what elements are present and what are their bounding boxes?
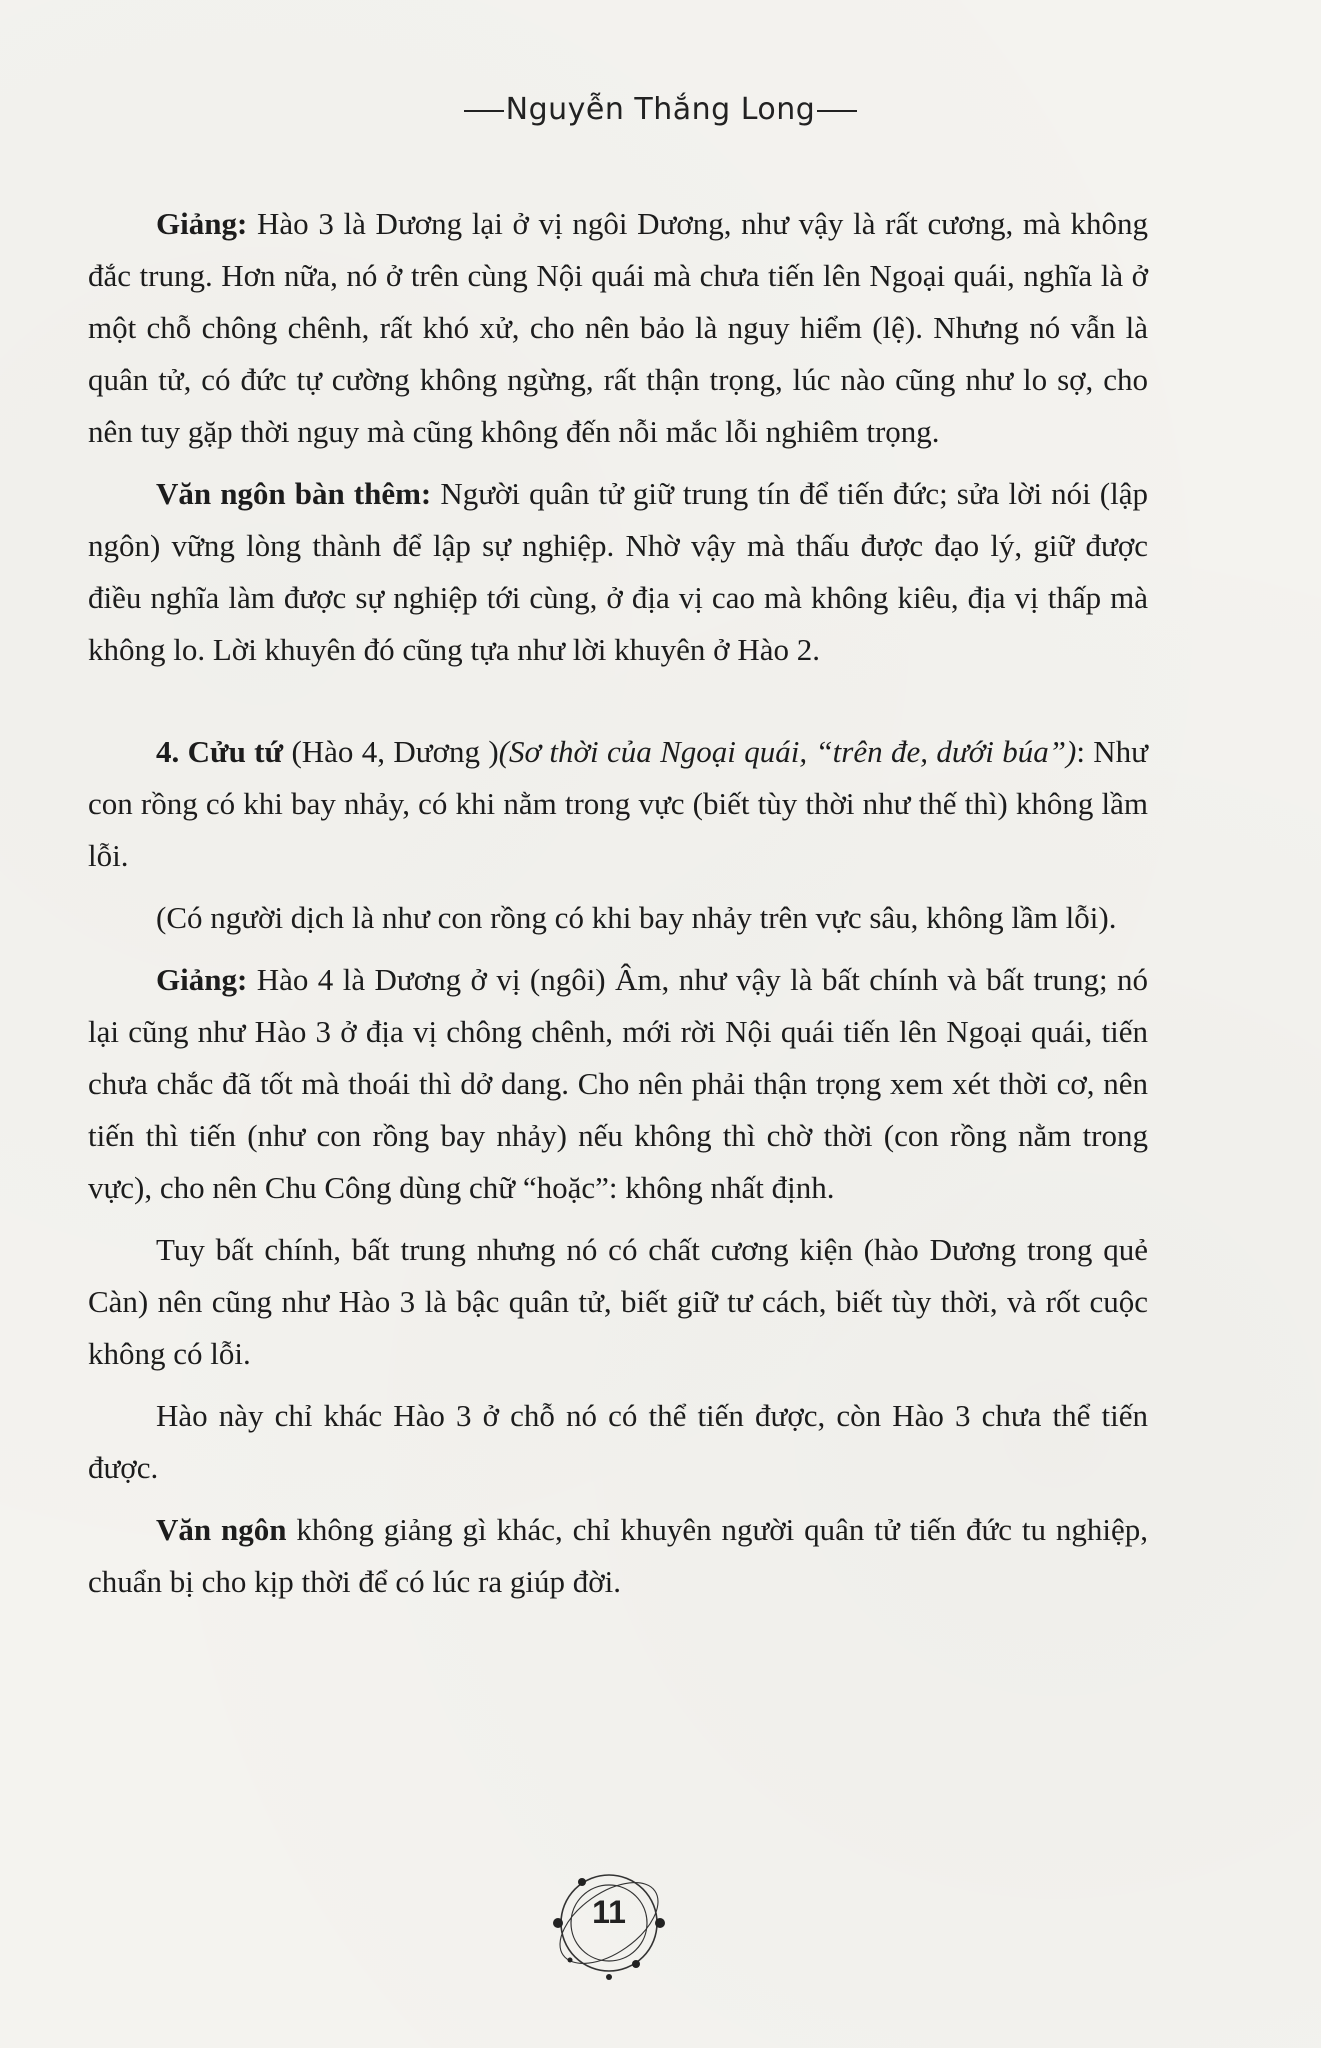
paragraph-tuy-bat-chinh (88, 1224, 1148, 1380)
paragraph-hao-nay (88, 1390, 1148, 1494)
paragraph-text: Hào này chỉ khác Hào 3 ở chỗ nó có thể tiến được, còn Hào 3 chưa thể tiến được. (88, 1398, 1148, 1485)
paragraph-text: (Có người dịch là như con rồng có khi bay nhảy trên vực sâu, không lầm lỗi). (156, 900, 1117, 935)
paragraph-text: (Hào 4, Dương ) (283, 734, 499, 769)
paragraph-italic: (Sơ thời của Ngoại quái, “trên đe, dưới búa”) (498, 734, 1077, 769)
paragraph-text: Hào 3 là Dương lại ở vị ngôi Dương, như vậy là rất cương, mà không đắc trung. Hơn nữa, nó ở trên cùng Nội quái mà chưa tiến lên Ngoại quái, nghĩa là ở một chỗ chông chênh, rất khó xử, cho nên bảo là nguy hiểm (lệ). Nhưng nó vẫn là quân tử, có đức tự cường không ngừng, rất thận trọng, lúc nào cũng như lo sợ, cho nên tuy gặp thời nguy mà cũng không đến nỗi mắc lỗi nghiêm trọng. (88, 206, 1148, 449)
running-title: Nguyễn Thắng Long (505, 92, 816, 127)
paragraph-label: Giảng: (156, 206, 248, 241)
paragraph-text: : Như con rồng có khi bay nhảy, có khi nằm trong vực (biết tùy thời như thế thì) không lầm lỗi. (88, 734, 1148, 873)
paragraph-alt-translation (88, 892, 1148, 944)
header-rule-left (464, 110, 504, 112)
paragraph-giang-hao3 (88, 198, 1148, 458)
paragraph-van-ngon (88, 1504, 1148, 1608)
paragraph-text: Tuy bất chính, bất trung nhưng nó có chất cương kiện (hào Dương trong quẻ Càn) nên cũng như Hào 3 là bậc quân tử, biết giữ tư cách, biết tùy thời, và rốt cuộc không có lỗi. (88, 1232, 1148, 1371)
paragraph-text: không giảng gì khác, chỉ khuyên người quân tử tiến đức tu nghiệp, chuẩn bị cho kịp thời để có lúc ra giúp đời. (88, 1512, 1148, 1599)
body-text (88, 198, 1148, 1608)
header-rule-right (817, 110, 857, 112)
paragraph-text: Hào 4 là Dương ở vị (ngôi) Âm, như vậy là bất chính và bất trung; nó lại cũng như Hào 3 ở địa vị chông chênh, mới rời Nội quái tiến lên Ngoại quái, tiến chưa chắc đã tốt mà thoái thì dở dang. Cho nên phải thận trọng xem xét thời cơ, nên tiến thì tiến (như con rồng bay nhảy) nếu không thì chờ thời (con rồng nằm trong vực), cho nên Chu Công dùng chữ “hoặc”: không nhất định. (88, 962, 1148, 1205)
paragraph-label: Văn ngôn (156, 1512, 287, 1547)
paragraph-label: Giảng: (156, 962, 248, 997)
page-number: 11 (592, 1894, 626, 1930)
paragraph-cuu-tu (88, 726, 1148, 882)
paragraph-giang-hao4 (88, 954, 1148, 1214)
running-header (0, 92, 1321, 127)
paragraph-label: Văn ngôn bàn thêm: (156, 476, 432, 511)
paragraph-label: 4. Cửu tứ (156, 734, 284, 769)
paragraph-van-ngon-ban-them (88, 468, 1148, 676)
paragraph-text: Người quân tử giữ trung tín để tiến đức; sửa lời nói (lập ngôn) vững lòng thành để lập sự nghiệp. Nhờ vậy mà thấu được đạo lý, giữ được điều nghĩa làm được sự nghiệp tới cùng, ở địa vị cao mà không kiêu, địa vị thấp mà không lo. Lời khuyên đó cũng tựa như lời khuyên ở Hào 2. (88, 476, 1149, 667)
